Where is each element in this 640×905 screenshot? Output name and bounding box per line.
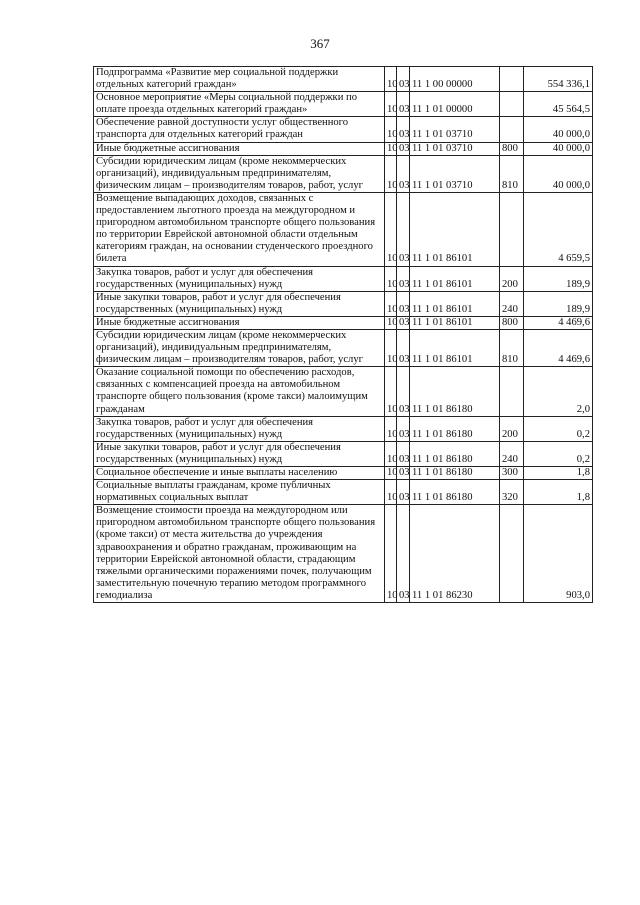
target-item-code-cell: 11 1 01 86101 [410,291,500,316]
amount-cell: 189,9 [524,266,593,291]
amount-cell: 0,2 [524,416,593,441]
amount-cell: 40 000,0 [524,155,593,192]
expense-type-code-cell: 320 [500,480,524,505]
row-name-cell: Обеспечение равной доступности услуг общественного транспорта для отдельных категорий граждан [94,117,385,142]
section-code-cell: 10 [385,142,397,155]
section-code-cell: 10 [385,467,397,480]
row-name-cell: Закупка товаров, работ и услуг для обеспечения государственных (муниципальных) нужд [94,266,385,291]
target-item-code-cell: 11 1 01 86230 [410,505,500,603]
expense-type-code-cell [500,367,524,416]
section-code-cell: 10 [385,92,397,117]
target-item-code-cell: 11 1 01 86180 [410,480,500,505]
subsection-code-cell: 03 [397,480,410,505]
table-row [94,505,593,603]
section-code-cell: 10 [385,329,397,366]
amount-cell: 45 564,5 [524,92,593,117]
section-code-cell: 10 [385,155,397,192]
amount-cell: 4 469,6 [524,316,593,329]
expense-type-code-cell: 200 [500,266,524,291]
row-name-cell: Иные закупки товаров, работ и услуг для обеспечения государственных (муниципальных) нужд [94,441,385,466]
expense-type-code-cell: 810 [500,155,524,192]
subsection-code-cell: 03 [397,505,410,603]
expense-type-code-cell: 200 [500,416,524,441]
subsection-code-cell: 03 [397,467,410,480]
subsection-code-cell: 03 [397,192,410,266]
row-name-cell: Социальные выплаты гражданам, кроме публичных нормативных социальных выплат [94,480,385,505]
amount-cell: 4 469,6 [524,329,593,366]
amount-cell: 1,8 [524,467,593,480]
expense-type-code-cell: 240 [500,441,524,466]
subsection-code-cell: 03 [397,155,410,192]
table-row [94,291,593,316]
subsection-code-cell: 03 [397,329,410,366]
row-name-cell: Основное мероприятие «Меры социальной поддержки по оплате проезда отдельных категорий граждан» [94,92,385,117]
table-row [94,480,593,505]
row-name-cell: Иные бюджетные ассигнования [94,142,385,155]
expense-type-code-cell [500,505,524,603]
section-code-cell: 10 [385,291,397,316]
target-item-code-cell: 11 1 01 86101 [410,316,500,329]
page-number: 367 [310,36,330,51]
target-item-code-cell: 11 1 01 86101 [410,329,500,366]
row-name-cell: Подпрограмма «Развитие мер социальной поддержки отдельных категорий граждан» [94,67,385,92]
section-code-cell: 10 [385,480,397,505]
amount-cell: 1,8 [524,480,593,505]
target-item-code-cell: 11 1 01 00000 [410,92,500,117]
amount-cell: 554 336,1 [524,67,593,92]
table-row [94,441,593,466]
amount-cell: 40 000,0 [524,142,593,155]
subsection-code-cell: 03 [397,142,410,155]
subsection-code-cell: 03 [397,441,410,466]
row-name-cell: Субсидии юридическим лицам (кроме некоммерческих организаций), индивидуальным предпринимателям, физическим лицам – производителям товаров, работ, услуг [94,329,385,366]
row-name-cell: Субсидии юридическим лицам (кроме некоммерческих организаций), индивидуальным предпринимателям, физическим лицам – производителям товаров, работ, услуг [94,155,385,192]
target-item-code-cell: 11 1 01 03710 [410,155,500,192]
amount-cell: 2,0 [524,367,593,416]
table-row [94,117,593,142]
expense-type-code-cell [500,92,524,117]
expense-type-code-cell [500,192,524,266]
table-row [94,92,593,117]
subsection-code-cell: 03 [397,117,410,142]
amount-cell: 189,9 [524,291,593,316]
section-code-cell: 10 [385,266,397,291]
amount-cell: 903,0 [524,505,593,603]
table-row [94,467,593,480]
expense-type-code-cell: 300 [500,467,524,480]
subsection-code-cell: 03 [397,291,410,316]
target-item-code-cell: 11 1 01 86180 [410,467,500,480]
target-item-code-cell: 11 1 01 03710 [410,142,500,155]
row-name-cell: Социальное обеспечение и иные выплаты населению [94,467,385,480]
table-row [94,155,593,192]
expense-type-code-cell: 800 [500,142,524,155]
table-row [94,416,593,441]
target-item-code-cell: 11 1 01 86180 [410,367,500,416]
section-code-cell: 10 [385,192,397,266]
table-row [94,329,593,366]
subsection-code-cell: 03 [397,416,410,441]
table-row [94,142,593,155]
target-item-code-cell: 11 1 00 00000 [410,67,500,92]
row-name-cell: Возмещение выпадающих доходов, связанных с предоставлением льготного проезда на междугородном и пригородном автомобильном транспорте общего пользования по территории Еврейской автономной области отдельным категориям граждан, на основании студенческого проездного билета [94,192,385,266]
expense-type-code-cell [500,117,524,142]
target-item-code-cell: 11 1 01 86180 [410,441,500,466]
row-name-cell: Иные закупки товаров, работ и услуг для обеспечения государственных (муниципальных) нужд [94,291,385,316]
section-code-cell: 10 [385,67,397,92]
expense-type-code-cell: 810 [500,329,524,366]
row-name-cell: Закупка товаров, работ и услуг для обеспечения государственных (муниципальных) нужд [94,416,385,441]
target-item-code-cell: 11 1 01 03710 [410,117,500,142]
subsection-code-cell: 03 [397,266,410,291]
amount-cell: 40 000,0 [524,117,593,142]
section-code-cell: 10 [385,416,397,441]
table-row [94,367,593,416]
subsection-code-cell: 03 [397,67,410,92]
section-code-cell: 10 [385,316,397,329]
table-row [94,67,593,92]
target-item-code-cell: 11 1 01 86101 [410,266,500,291]
budget-table-body [94,67,593,603]
subsection-code-cell: 03 [397,92,410,117]
table-row [94,316,593,329]
amount-cell: 4 659,5 [524,192,593,266]
table-row [94,266,593,291]
expense-type-code-cell: 800 [500,316,524,329]
subsection-code-cell: 03 [397,367,410,416]
subsection-code-cell: 03 [397,316,410,329]
budget-table [93,66,593,603]
expense-type-code-cell: 240 [500,291,524,316]
section-code-cell: 10 [385,505,397,603]
target-item-code-cell: 11 1 01 86180 [410,416,500,441]
section-code-cell: 10 [385,367,397,416]
section-code-cell: 10 [385,117,397,142]
section-code-cell: 10 [385,441,397,466]
amount-cell: 0,2 [524,441,593,466]
expense-type-code-cell [500,67,524,92]
row-name-cell: Оказание социальной помощи по обеспечению расходов, связанных с компенсацией проезда на автомобильном транспорте общего пользования (кроме такси) малоимущим гражданам [94,367,385,416]
table-row [94,192,593,266]
row-name-cell: Возмещение стоимости проезда на междугородном или пригородном автомобильном транспорте общего пользования (кроме такси) от места жительства до учреждения здравоохранения и обратно гражданам, проживающим на территории Еврейской автономной области, страдающим тяжелыми органическими поражениями почек, получающим заместительную почечную терапию методом программного гемодиализа [94,505,385,603]
target-item-code-cell: 11 1 01 86101 [410,192,500,266]
row-name-cell: Иные бюджетные ассигнования [94,316,385,329]
